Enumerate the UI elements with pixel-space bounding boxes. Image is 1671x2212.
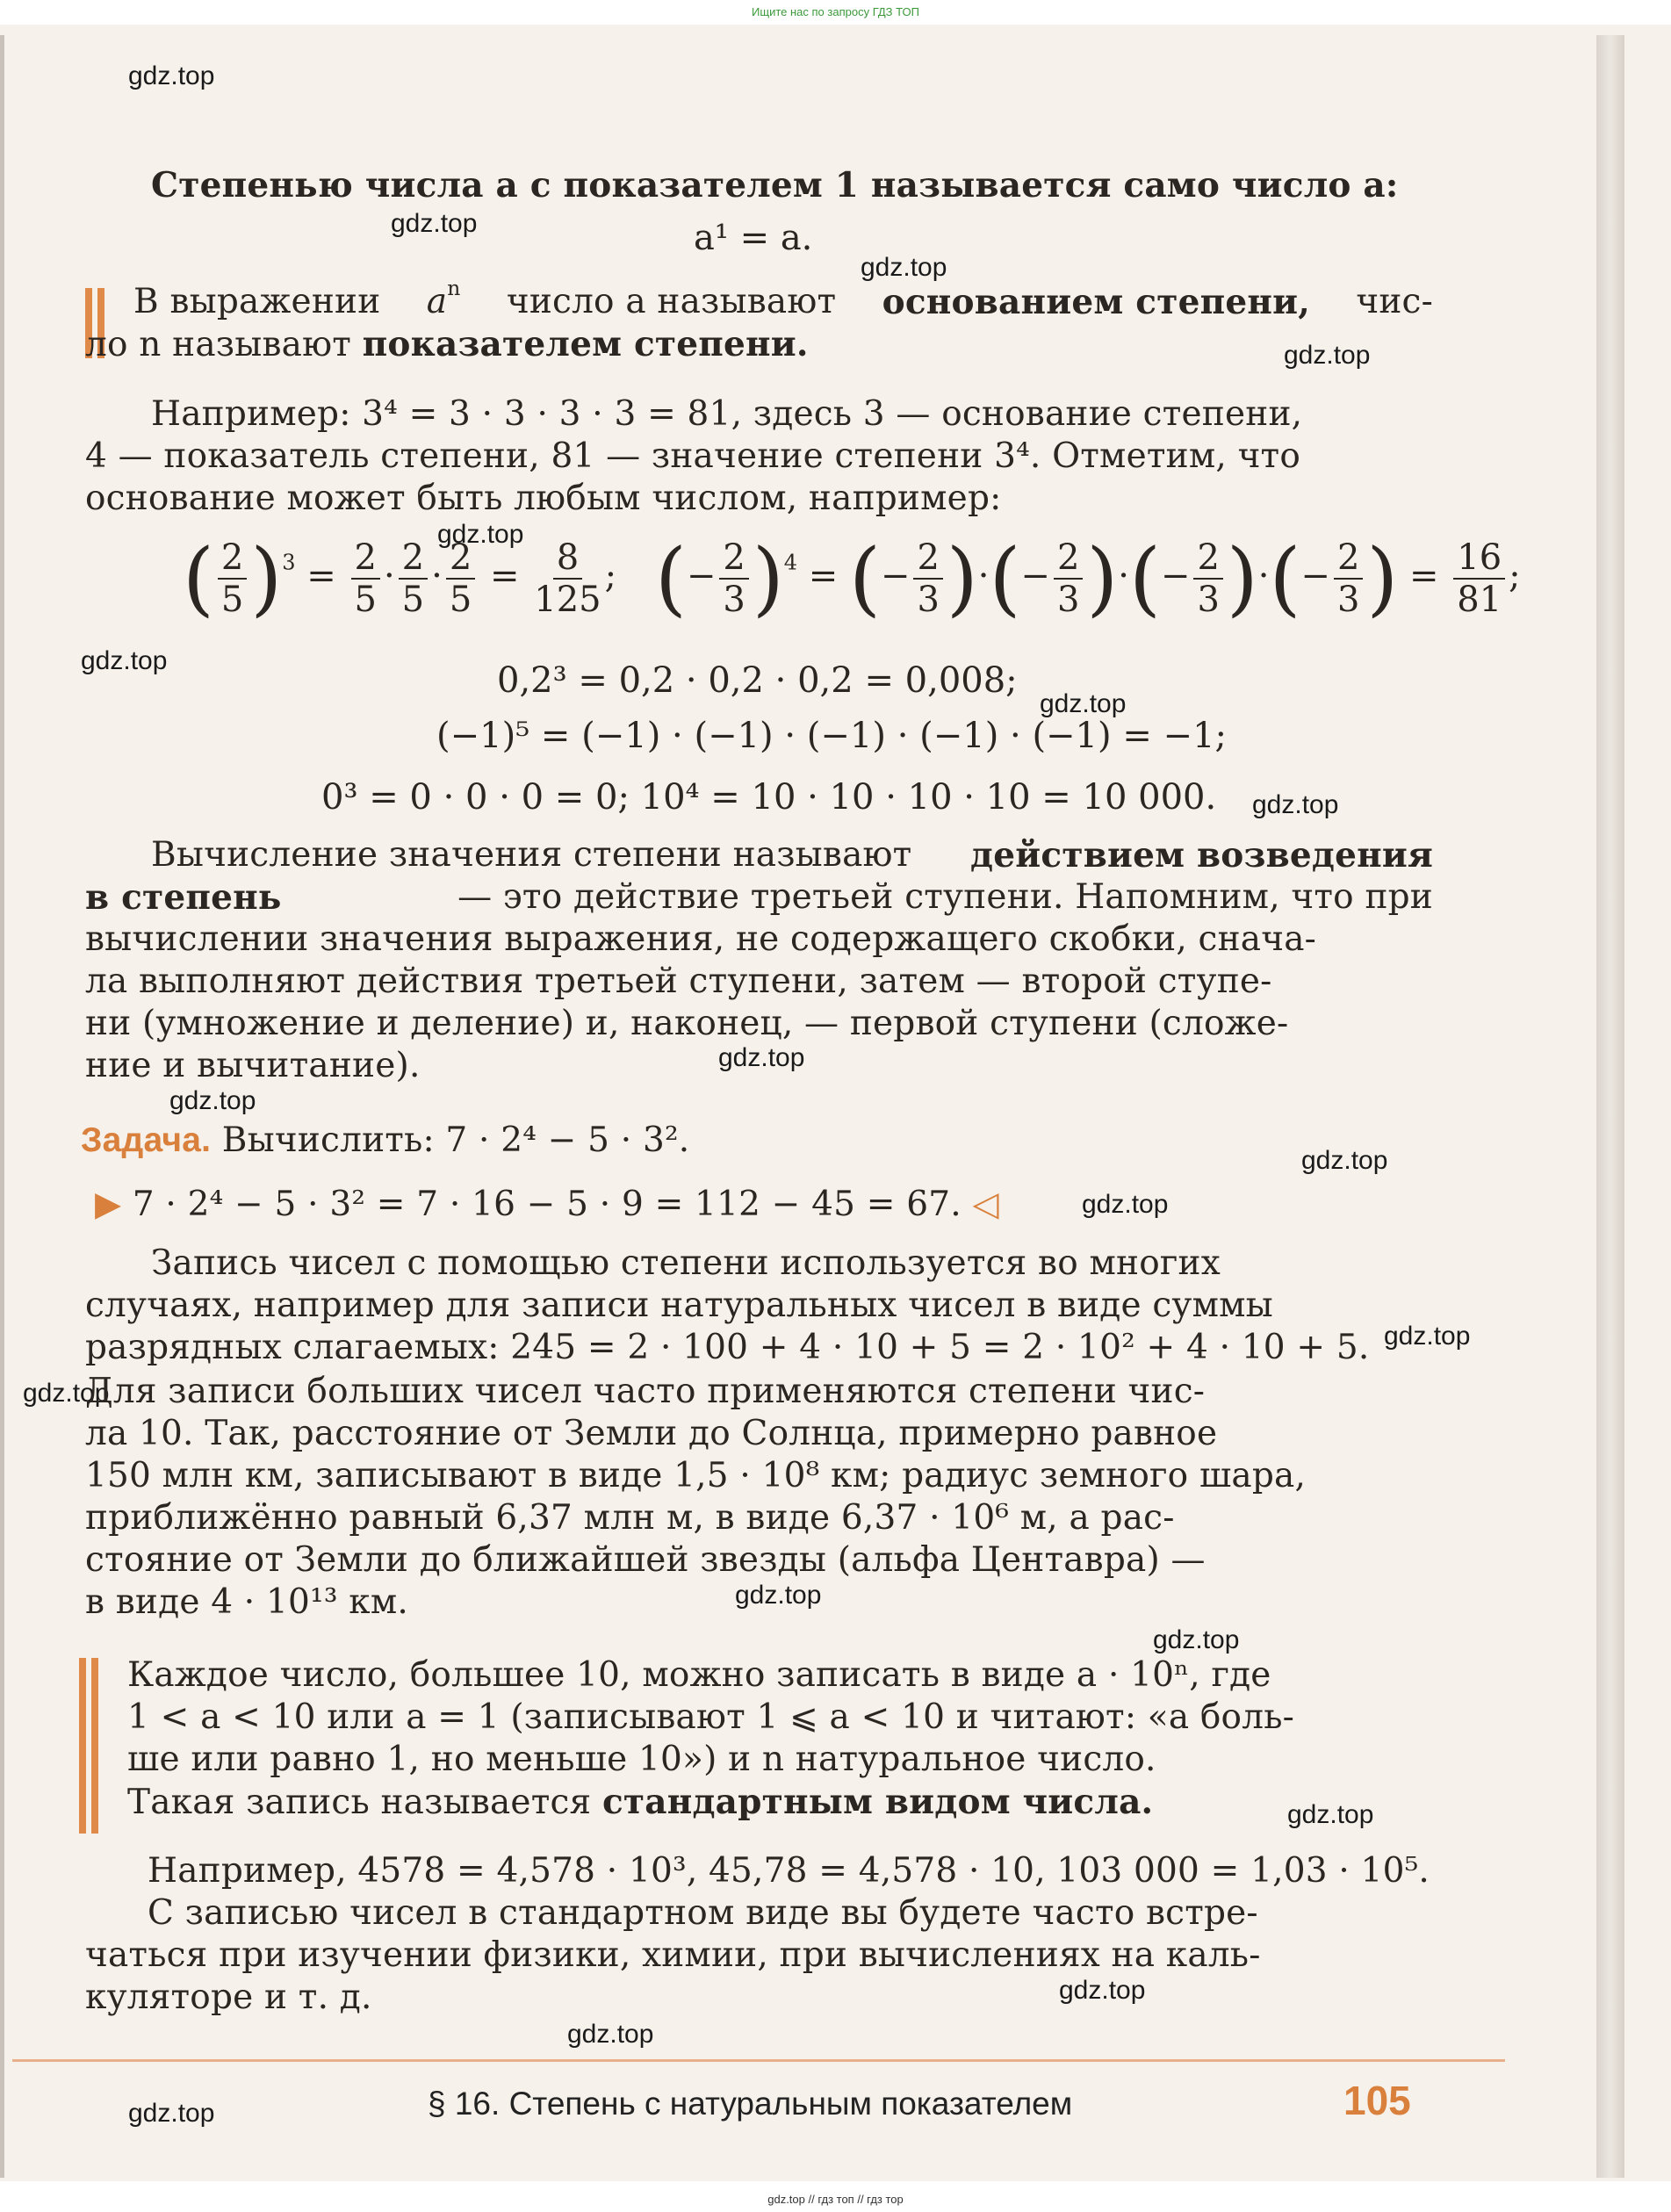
formula-zero-and-ten: 0³ = 0 · 0 · 0 = 0; 10⁴ = 10 · 10 · 10 · 10 = 10 000.	[321, 777, 1217, 818]
solution-start-icon: ▶	[95, 1185, 122, 1224]
definition-text: В выражении	[133, 282, 381, 321]
denominator: 3	[1056, 580, 1080, 620]
paragraph2-line1: Запись чисел с помощью степени используется во многих	[151, 1243, 1221, 1283]
standard-form-line3: ше или равно 1, но меньше 10») и n натуральное число.	[127, 1740, 1156, 1779]
paragraph2-line4: Для записи больших чисел часто применяются степени чис-	[85, 1372, 1206, 1411]
bottom-banner[interactable]: gdz.top // гдз топ // гдз тор	[767, 2193, 904, 2206]
formula-fraction-two-fifths: ( $\frac{2}{5}$ )$^3$ = $\frac{2}{5}$ · $\frac{2}{5}$ · $\frac{2}{5}$ = $\frac{8}{125}$ ;	[183, 531, 617, 625]
watermark: gdz.top	[128, 61, 215, 90]
definition-text: число a называют	[506, 282, 837, 321]
paragraph2-line6: 150 млн км, записывают в виде 1,5 · 10⁸ км; радиус земного шара,	[85, 1456, 1307, 1495]
definition-text: чис-	[1356, 282, 1433, 321]
paragraph2-line2: случаях, например для записи натуральных чисел в виде суммы	[85, 1286, 1273, 1325]
watermark: gdz.top	[128, 2099, 215, 2128]
denominator: 5	[354, 580, 377, 620]
term-exponent: показателем степени.	[362, 324, 809, 364]
numerator: 2	[719, 537, 748, 580]
paragraph2-line7: приближённо равный 6,37 млн м, в виде 6,37 · 10⁶ м, а рас-	[85, 1498, 1175, 1538]
watermark: gdz.top	[23, 1379, 110, 1408]
standard-form-line4	[127, 1781, 1433, 1824]
standard-form-bar-left	[79, 1658, 86, 1834]
watermark: gdz.top	[1082, 1190, 1169, 1219]
term-standard-form: стандартным видом числа.	[601, 1782, 1154, 1822]
watermark: gdz.top	[735, 1581, 822, 1610]
paragraph1-line5: ни (умножение и деление) и, наконец, — первой ступени (сложе-	[85, 1004, 1289, 1043]
watermark: gdz.top	[567, 2020, 654, 2049]
definition-power-one: Степенью числа a с показателем 1 называется само число a:	[151, 165, 1399, 205]
denominator: 3	[1336, 580, 1360, 620]
page-number: 105	[1343, 2078, 1411, 2123]
watermark: gdz.top	[1384, 1322, 1471, 1351]
solution	[95, 1184, 999, 1226]
numerator: 2	[218, 537, 247, 580]
page-gutter	[1596, 35, 1624, 2178]
term-exponentiation: в степень	[85, 877, 282, 918]
paragraph2-line8: стояние от Земли до ближайшей звезды (альфа Центавра) —	[85, 1540, 1206, 1580]
top-banner[interactable]: Ищите нас по запросу ГДЗ ТОП	[752, 5, 919, 18]
watermark: gdz.top	[1059, 1976, 1146, 2005]
paragraph3-line3: чаться при изучении физики, химии, при вычислениях на каль-	[85, 1935, 1261, 1975]
numerator: 2	[913, 537, 942, 580]
paragraph2-line9: в виде 4 · 10¹³ км.	[85, 1582, 408, 1622]
formula-decimal-cube: 0,2³ = 0,2 · 0,2 · 0,2 = 0,008;	[497, 660, 1018, 701]
denominator: 5	[449, 580, 472, 620]
watermark: gdz.top	[81, 646, 168, 675]
watermark: gdz.top	[1040, 689, 1127, 718]
watermark: gdz.top	[1153, 1625, 1240, 1654]
formula-a-power-one: a¹ = a.	[694, 218, 813, 258]
page-edge-shadow	[0, 35, 4, 2178]
watermark: gdz.top	[437, 520, 524, 549]
watermark: gdz.top	[1287, 1800, 1374, 1829]
paragraph2-line5: ла 10. Так, расстояние от Земли до Солнца, примерно равное	[85, 1414, 1218, 1453]
numerator: 2	[351, 537, 380, 580]
term-exponentiation: действием возведения	[970, 835, 1433, 875]
watermark: gdz.top	[391, 209, 478, 238]
watermark: gdz.top	[718, 1043, 805, 1072]
numerator: 2	[1193, 537, 1222, 580]
paragraph3-line2: С записью чисел в стандартном виде вы будете часто встре-	[148, 1893, 1258, 1933]
section-title: § 16. Степень с натуральным показателем	[428, 2086, 1073, 2122]
paragraph1-line6: ние и вычитание).	[85, 1046, 421, 1085]
paragraph-text: Вычисление значения степени называют	[151, 835, 912, 875]
definition-base-line1	[133, 276, 1433, 323]
paragraph2-line3: разрядных слагаемых: 245 = 2 · 100 + 4 · 10 + 5 = 2 · 10² + 4 · 10 + 5.	[85, 1328, 1370, 1367]
formula-a-n: $a^n$	[426, 276, 461, 321]
paragraph3-line4: куляторе и т. д.	[85, 1978, 372, 2017]
footer-rule	[12, 2059, 1505, 2062]
exponent: 3	[282, 550, 296, 575]
standard-form-bar-right	[91, 1658, 98, 1834]
watermark: gdz.top	[1284, 341, 1371, 370]
numerator: 2	[1334, 537, 1363, 580]
exponent: 4	[783, 550, 798, 575]
paragraph-text: — это действие третьей ступени. Напомним, что при	[457, 877, 1433, 917]
solution-text: 7 · 2⁴ − 5 · 3² = 7 · 16 − 5 · 9 = 112 − 45 = 67.	[132, 1185, 962, 1224]
paragraph3-line1: Например, 4578 = 4,578 · 10³, 45,78 = 4,578 · 10, 103 000 = 1,03 · 10⁵.	[148, 1851, 1430, 1891]
example-line1: Например: 3⁴ = 3 · 3 · 3 · 3 = 81, здесь 3 — основание степени,	[151, 394, 1303, 434]
watermark: gdz.top	[861, 253, 947, 282]
definition-base-line2	[85, 323, 1433, 366]
example-line2: 4 — показатель степени, 81 — значение степени 3⁴. Отметим, что	[85, 436, 1301, 476]
task-text: Вычислить: 7 · 2⁴ − 5 · 3².	[221, 1120, 690, 1160]
paragraph1-line1	[151, 834, 1433, 876]
denominator: 3	[723, 580, 745, 620]
task-label: Задача.	[81, 1121, 212, 1159]
numerator: 2	[446, 537, 475, 580]
paragraph1-line2	[85, 876, 1433, 919]
denominator: 5	[220, 580, 244, 620]
definition-text: ло n называют	[85, 325, 352, 364]
task	[81, 1120, 689, 1162]
formula-minus-one-fifth: (−1)⁵ = (−1) · (−1) · (−1) · (−1) · (−1) = −1;	[436, 716, 1227, 756]
numerator: 16	[1453, 537, 1505, 580]
paragraph1-line4: ла выполняют действия третьей ступени, затем — второй ступе-	[85, 962, 1272, 1001]
numerator: 2	[1054, 537, 1083, 580]
watermark: gdz.top	[1301, 1146, 1388, 1175]
denominator: 125	[534, 580, 601, 620]
solution-end-icon: ◁	[972, 1185, 999, 1224]
example-line3: основание может быть любым числом, например:	[85, 479, 1002, 518]
denominator: 3	[917, 580, 940, 620]
paragraph1-line3: вычислении значения выражения, не содержащего скобки, снача-	[85, 919, 1317, 959]
watermark: gdz.top	[169, 1086, 256, 1115]
denominator: 5	[401, 580, 425, 620]
formula-fraction-minus-two-thirds: (− $\frac{2}{3}$ )$^4$ = (− $\frac{2}{3}$ )·(− $\frac{2}{3}$ )·(− $\frac{2}{3}$ )·(− $\frac{2}{3}$ ) = $\frac{16}{81}$ ;	[655, 531, 1521, 625]
numerator: 2	[399, 537, 428, 580]
definition-text: Такая запись называется	[127, 1783, 592, 1822]
term-base: основанием степени,	[882, 282, 1310, 322]
standard-form-line1: Каждое число, большее 10, можно записать в виде a · 10ⁿ, где	[127, 1655, 1271, 1695]
denominator: 3	[1197, 580, 1220, 620]
denominator: 81	[1457, 580, 1502, 620]
watermark: gdz.top	[1252, 790, 1339, 819]
standard-form-line2: 1 < a < 10 или a = 1 (записывают 1 ⩽ a < 10 и читают: «a боль-	[127, 1697, 1295, 1737]
numerator: 8	[553, 537, 582, 580]
